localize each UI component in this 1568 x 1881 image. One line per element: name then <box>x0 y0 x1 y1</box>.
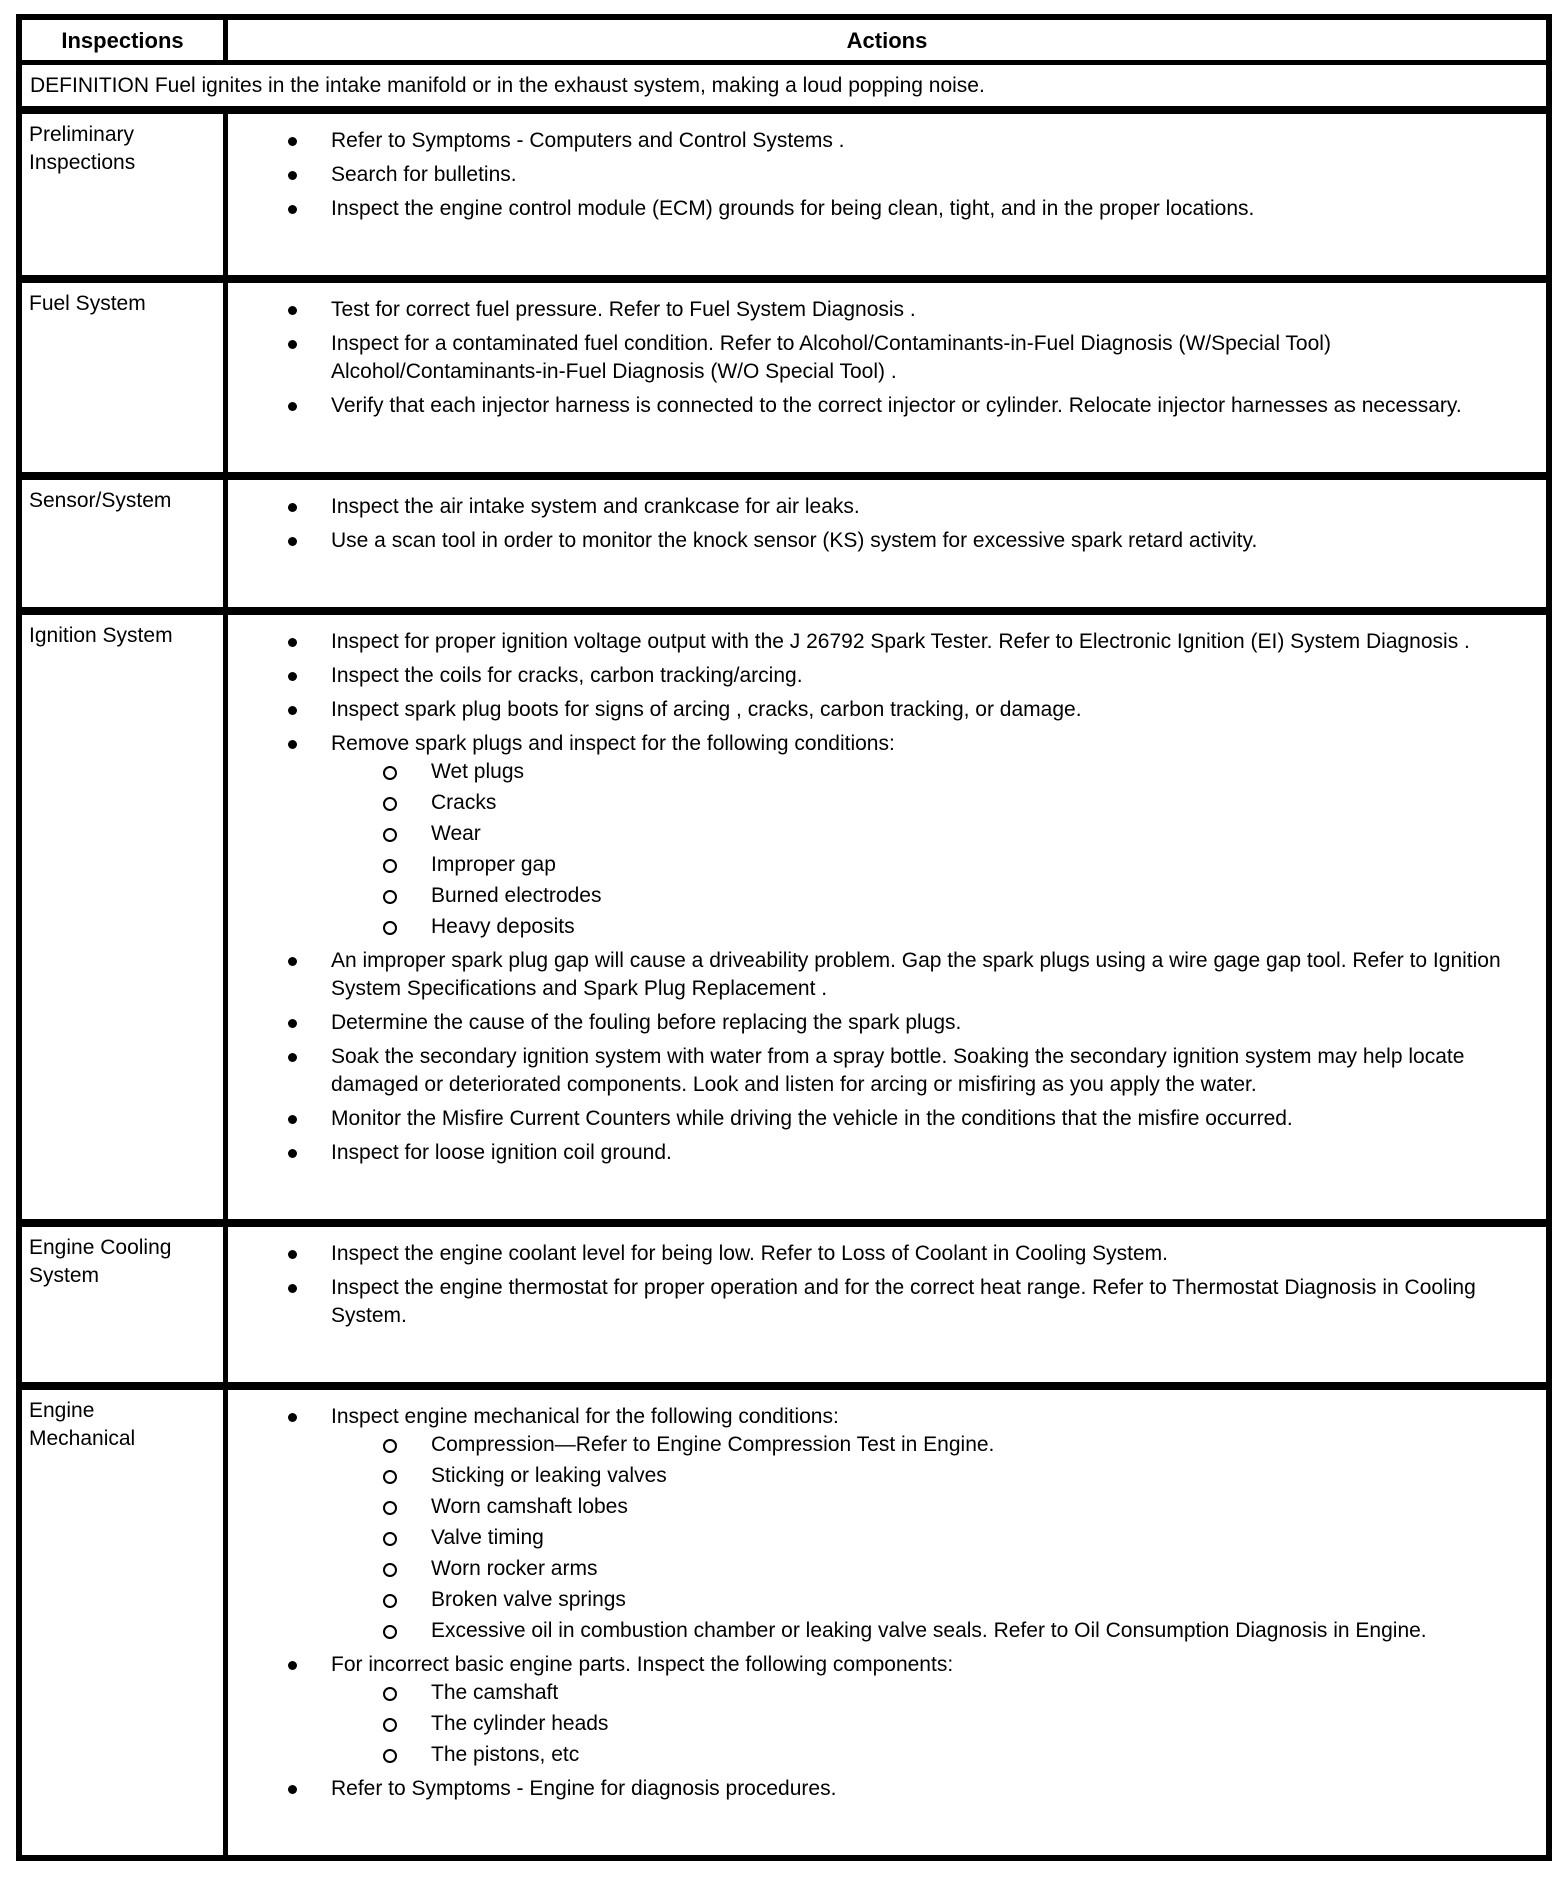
action-text: Use a scan tool in order to monitor the knock sensor (KS) system for excessive spark retard activity. <box>331 529 1258 552</box>
sub-item: Burned electrodes <box>331 882 1516 910</box>
column-header-inspections: Inspections <box>22 20 228 60</box>
action-text: Monitor the Misfire Current Counters while driving the vehicle in the conditions that the misfire occurred. <box>331 1107 1293 1130</box>
inspection-label: Preliminary Inspections <box>22 114 228 275</box>
action-text: Remove spark plugs and inspect for the following conditions: <box>331 732 895 755</box>
inspection-label: Engine Cooling System <box>22 1227 228 1382</box>
table-row <box>22 615 1546 1227</box>
action-text: Inspect the engine thermostat for proper operation and for the correct heat range. Refer to Thermostat Diagnosis in Cooling System. <box>331 1276 1476 1327</box>
sub-item: The camshaft <box>331 1679 1516 1707</box>
actions-list <box>228 1403 1516 1803</box>
sub-item: Wet plugs <box>331 758 1516 786</box>
action-item <box>228 493 1516 521</box>
sub-item: Sticking or leaking valves <box>331 1462 1516 1490</box>
sub-item: Compression—Refer to Engine Compression Test in Engine. <box>331 1431 1516 1459</box>
sub-item: Improper gap <box>331 851 1516 879</box>
action-item <box>228 730 1516 941</box>
sub-item: Heavy deposits <box>331 913 1516 941</box>
action-item <box>228 296 1516 324</box>
table-row <box>22 114 1546 283</box>
action-text: Inspect the air intake system and crankcase for air leaks. <box>331 495 860 518</box>
action-item <box>228 161 1516 189</box>
action-text: Test for correct fuel pressure. Refer to Fuel System Diagnosis . <box>331 298 916 321</box>
action-item <box>228 1274 1516 1330</box>
action-item <box>228 1139 1516 1167</box>
inspection-label: Sensor/System <box>22 480 228 607</box>
action-item <box>228 1240 1516 1268</box>
action-text: Refer to Symptoms - Computers and Control Systems . <box>331 129 845 152</box>
action-item <box>228 1009 1516 1037</box>
action-item <box>228 195 1516 223</box>
action-item <box>228 1105 1516 1133</box>
diagnostic-table <box>16 14 1552 1861</box>
table-row <box>22 480 1546 615</box>
definition-row: DEFINITION Fuel ignites in the intake manifold or in the exhaust system, making a loud popping noise. <box>22 65 1546 114</box>
table-row <box>22 1390 1546 1855</box>
inspection-label: Ignition System <box>22 615 228 1219</box>
column-header-actions: Actions <box>846 28 928 53</box>
action-item <box>228 662 1516 690</box>
actions-cell <box>228 283 1546 472</box>
action-text: Inspect for loose ignition coil ground. <box>331 1141 672 1164</box>
action-text: Determine the cause of the fouling before replacing the spark plugs. <box>331 1011 962 1034</box>
action-item <box>228 1403 1516 1645</box>
action-text: Inspect for proper ignition voltage output with the J 26792 Spark Tester. Refer to Electronic Ignition (EI) System Diagnosis . <box>331 630 1470 653</box>
action-text: Refer to Symptoms - Engine for diagnosis procedures. <box>331 1777 837 1800</box>
actions-cell <box>228 615 1546 1219</box>
action-text: Inspect for a contaminated fuel condition. Refer to Alcohol/Contaminants-in-Fuel Diagnosis (W/Special Tool) Alcohol/Contaminants-in-Fuel Diagnosis (W/O Special Tool) . <box>331 332 1331 383</box>
action-item <box>228 1043 1516 1099</box>
action-text: For incorrect basic engine parts. Inspect the following components: <box>331 1653 954 1676</box>
action-text: Inspect engine mechanical for the following conditions: <box>331 1405 839 1428</box>
sub-item: Worn camshaft lobes <box>331 1493 1516 1521</box>
action-item <box>228 628 1516 656</box>
action-text: Verify that each injector harness is connected to the correct injector or cylinder. Relocate injector harnesses as necessary. <box>331 394 1462 417</box>
action-text: An improper spark plug gap will cause a driveability problem. Gap the spark plugs using a wire gage gap tool. Refer to Ignition System Specifications and Spark Plug Replacement . <box>331 949 1501 1000</box>
sub-item: Worn rocker arms <box>331 1555 1516 1583</box>
actions-cell <box>228 1390 1546 1855</box>
actions-cell <box>228 1227 1546 1382</box>
sub-list <box>331 1431 1516 1645</box>
actions-cell <box>228 480 1546 607</box>
action-text: Inspect the engine coolant level for being low. Refer to Loss of Coolant in Cooling System. <box>331 1242 1168 1265</box>
actions-list <box>228 1240 1516 1330</box>
table-body <box>22 114 1546 1855</box>
sub-item: Broken valve springs <box>331 1586 1516 1614</box>
sub-list <box>331 1679 1516 1769</box>
actions-list <box>228 296 1516 420</box>
action-item <box>228 696 1516 724</box>
action-item <box>228 127 1516 155</box>
actions-cell <box>228 114 1546 275</box>
actions-list <box>228 127 1516 223</box>
action-item <box>228 527 1516 555</box>
sub-item: The pistons, etc <box>331 1741 1516 1769</box>
sub-item: Wear <box>331 820 1516 848</box>
sub-item: The cylinder heads <box>331 1710 1516 1738</box>
action-item <box>228 1651 1516 1769</box>
action-item <box>228 947 1516 1003</box>
action-item <box>228 392 1516 420</box>
table-row <box>22 283 1546 480</box>
action-text: Inspect the engine control module (ECM) grounds for being clean, tight, and in the proper locations. <box>331 197 1255 220</box>
action-item <box>228 330 1516 386</box>
actions-list <box>228 493 1516 555</box>
sub-item: Valve timing <box>331 1524 1516 1552</box>
sub-item: Cracks <box>331 789 1516 817</box>
actions-list <box>228 628 1516 1167</box>
table-row <box>22 1227 1546 1390</box>
table-header-row <box>22 20 1546 65</box>
inspection-label: Engine Mechanical <box>22 1390 228 1855</box>
action-item <box>228 1775 1516 1803</box>
action-text: Inspect the coils for cracks, carbon tracking/arcing. <box>331 664 803 687</box>
action-text: Inspect spark plug boots for signs of arcing , cracks, carbon tracking, or damage. <box>331 698 1082 721</box>
sub-list <box>331 758 1516 941</box>
action-text: Search for bulletins. <box>331 163 517 186</box>
inspection-label: Fuel System <box>22 283 228 472</box>
sub-item: Excessive oil in combustion chamber or leaking valve seals. Refer to Oil Consumption Diagnosis in Engine. <box>331 1617 1516 1645</box>
action-text: Soak the secondary ignition system with water from a spray bottle. Soaking the secondary ignition system may help locate damaged or deteriorated components. Look and listen for arcing or misfiring as you apply the water. <box>331 1045 1465 1096</box>
